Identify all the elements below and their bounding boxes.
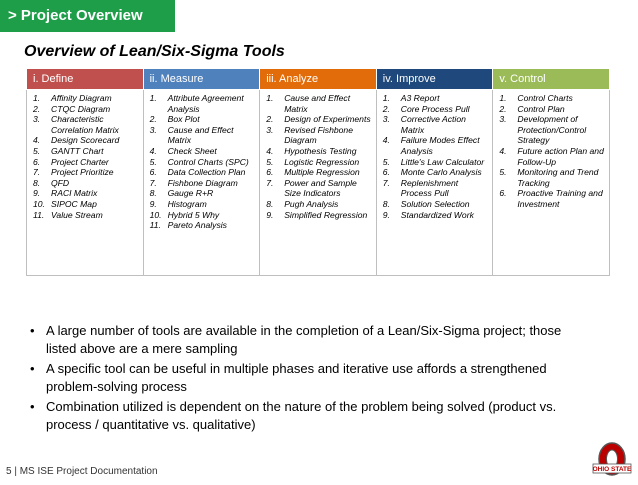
analyze-tool-list	[262, 93, 374, 220]
list-item	[146, 178, 258, 189]
list-item-label: Design of Experiments	[284, 114, 371, 125]
list-item-number: 3.	[33, 114, 41, 125]
list-item-number: 10.	[149, 209, 162, 220]
list-item	[262, 199, 374, 210]
list-item	[262, 125, 374, 146]
bullet-item: • Combination utilized is dependent on the nature of the problem being solved (product vs. process / quantitative vs. qualitative)	[24, 398, 584, 434]
list-item-label: Power and Sample Size Indicators	[284, 177, 357, 199]
list-item-number: 4.	[266, 145, 274, 156]
list-item-label: Future action Plan and Follow-Up	[517, 145, 604, 167]
list-item-label: GANTT Chart	[51, 145, 104, 156]
list-item-label: Control Plan	[517, 103, 565, 114]
list-item-number: 9.	[33, 188, 41, 199]
list-item-label: Solution Selection	[400, 198, 470, 209]
improve-cell	[376, 90, 493, 276]
list-item	[29, 199, 141, 210]
list-item-number: 6.	[33, 156, 41, 167]
list-item-number: 9.	[382, 209, 390, 220]
list-item-number: 2.	[33, 103, 41, 114]
list-item-label: Control Charts (SPC)	[167, 156, 249, 167]
list-item-number: 1.	[149, 93, 157, 103]
table-header-row	[27, 69, 610, 90]
list-item-label: Pareto Analysis	[167, 220, 227, 231]
list-item-label: Standardized Work	[400, 209, 474, 220]
list-item-label: Multiple Regression	[284, 167, 360, 178]
list-item	[262, 146, 374, 157]
list-item	[29, 135, 141, 146]
list-item-number: 11.	[149, 220, 161, 231]
list-item	[262, 167, 374, 178]
list-item	[29, 146, 141, 157]
table-row	[27, 90, 610, 276]
list-item-label: Simplified Regression	[284, 209, 368, 220]
list-item	[379, 199, 491, 210]
list-item-label: Check Sheet	[167, 145, 217, 156]
list-item	[146, 146, 258, 157]
list-item-number: 2.	[499, 103, 507, 114]
list-item	[495, 167, 607, 188]
list-item-number: 3.	[499, 114, 507, 125]
list-item-number: 2.	[382, 103, 390, 114]
list-item-number: 3.	[149, 124, 157, 135]
list-item-number: 7.	[33, 167, 41, 178]
list-item-label: Cause and Effect Matrix	[284, 93, 351, 114]
list-item	[146, 188, 258, 199]
measure-cell	[143, 90, 260, 276]
block-o-logo-icon	[592, 440, 632, 480]
list-item	[379, 210, 491, 221]
bullet-item: • A large number of tools are available in the completion of a Lean/Six-Sigma project; those listed above are a mere sampling	[24, 322, 584, 358]
list-item-label: Hypothesis Testing	[284, 145, 357, 156]
list-item	[379, 104, 491, 115]
list-item	[29, 93, 141, 104]
list-item-label: Data Collection Plan	[167, 167, 246, 178]
list-item	[29, 167, 141, 178]
bullet-list	[24, 322, 584, 436]
list-item-label: A3 Report	[400, 93, 440, 103]
list-item-label: Value Stream	[51, 209, 103, 220]
list-item	[495, 93, 607, 104]
list-item	[146, 114, 258, 125]
list-item-label: SIPOC Map	[51, 198, 97, 209]
list-item-label: Fishbone Diagram	[167, 177, 238, 188]
column-header-analyze: iii. Analyze	[260, 69, 377, 90]
list-item-number: 1.	[266, 93, 274, 103]
list-item-number: 7.	[149, 177, 157, 188]
list-item-number: 1.	[499, 93, 507, 103]
list-item-number: 7.	[382, 177, 390, 188]
section-header: > Project Overview	[0, 0, 175, 32]
list-item-number: 5.	[266, 156, 274, 167]
list-item-label: Monte Carlo Analysis	[400, 167, 482, 178]
list-item-label: RACI Matrix	[51, 188, 98, 199]
list-item-number: 4.	[382, 135, 390, 146]
list-item	[146, 93, 258, 114]
list-item-label: Project Charter	[51, 156, 109, 167]
improve-tool-list	[379, 93, 491, 220]
list-item	[146, 199, 258, 210]
list-item	[379, 114, 491, 135]
list-item-number: 9.	[149, 198, 157, 209]
list-item-label: Logistic Regression	[284, 156, 360, 167]
footer-text: 5 | MS ISE Project Documentation	[6, 466, 158, 477]
list-item-number: 10.	[33, 198, 45, 209]
list-item-label: Replenishment Process Pull	[400, 177, 459, 199]
list-item-label: Gauge R+R	[167, 188, 214, 199]
list-item-label: Control Charts	[517, 93, 573, 103]
list-item-label: Box Plot	[167, 114, 200, 125]
list-item	[495, 104, 607, 115]
list-item-number: 3.	[266, 124, 274, 135]
list-item	[495, 188, 607, 209]
list-item-number: 9.	[266, 209, 274, 220]
list-item	[29, 188, 141, 199]
list-item	[262, 157, 374, 168]
define-cell	[27, 90, 144, 276]
list-item	[379, 167, 491, 178]
list-item-label: Corrective Action Matrix	[400, 114, 466, 135]
list-item-label: Histogram	[167, 198, 207, 209]
list-item-label: Failure Modes Effect Analysis	[400, 135, 480, 156]
list-item	[495, 114, 607, 146]
list-item-label: Hybrid 5 Why	[167, 209, 220, 220]
column-header-improve: iv. Improve	[376, 69, 493, 90]
list-item	[379, 157, 491, 168]
list-item-label: CTQC Diagram	[51, 103, 111, 114]
list-item	[146, 125, 258, 146]
column-header-control: v. Control	[493, 69, 610, 90]
column-header-measure: ii. Measure	[143, 69, 260, 90]
list-item-number: 1.	[33, 93, 41, 103]
tools-table	[26, 68, 610, 276]
list-item-label: QFD	[51, 177, 70, 188]
list-item	[29, 114, 141, 135]
list-item	[146, 220, 258, 231]
list-item	[29, 178, 141, 189]
list-item-number: 2.	[266, 114, 274, 125]
list-item	[29, 104, 141, 115]
list-item-number: 8.	[266, 198, 274, 209]
list-item-label: Revised Fishbone Diagram	[284, 124, 353, 146]
list-item-label: Development of Protection/Control Strategy	[517, 114, 587, 146]
list-item	[379, 93, 491, 104]
list-item	[262, 178, 374, 199]
analyze-cell	[260, 90, 377, 276]
list-item-label: Little's Law Calculator	[400, 156, 485, 167]
list-item	[146, 167, 258, 178]
list-item-number: 8.	[149, 188, 157, 199]
list-item-number: 4.	[149, 145, 157, 156]
list-item-number: 11.	[33, 209, 45, 220]
column-header-define: i. Define	[27, 69, 144, 90]
list-item	[262, 114, 374, 125]
list-item-label: Monitoring and Trend Tracking	[517, 167, 599, 188]
list-item	[379, 135, 491, 156]
list-item-label: Core Process Pull	[400, 103, 470, 114]
list-item-number: 3.	[382, 114, 390, 125]
list-item-number: 5.	[499, 167, 507, 178]
list-item-number: 6.	[499, 188, 507, 199]
page-title: Overview of Lean/Six-Sigma Tools	[24, 43, 285, 60]
list-item-number: 6.	[149, 167, 157, 178]
list-item	[29, 210, 141, 221]
list-item	[262, 210, 374, 221]
list-item	[29, 157, 141, 168]
control-cell	[493, 90, 610, 276]
list-item-number: 5.	[149, 156, 157, 167]
list-item	[379, 178, 491, 199]
list-item-number: 4.	[499, 145, 507, 156]
bullet-item: • A specific tool can be useful in multiple phases and iterative use affords a strengthened problem-solving process	[24, 360, 584, 396]
list-item-label: Proactive Training and Investment	[517, 188, 603, 209]
list-item	[495, 146, 607, 167]
measure-tool-list	[146, 93, 258, 231]
list-item-number: 6.	[382, 167, 390, 178]
list-item-number: 8.	[33, 177, 41, 188]
list-item-label: Project Prioritize	[51, 167, 114, 178]
list-item-label: Attribute Agreement Analysis	[167, 93, 244, 114]
list-item-number: 7.	[266, 177, 274, 188]
list-item-label: Cause and Effect Matrix	[167, 124, 234, 146]
list-item-number: 1.	[382, 93, 390, 103]
logo-wordmark: OHIO STATE	[592, 466, 632, 473]
control-tool-list	[495, 93, 607, 210]
list-item-number: 2.	[149, 114, 157, 125]
list-item-label: Design Scorecard	[51, 135, 120, 146]
list-item-label: Pugh Analysis	[284, 198, 339, 209]
list-item-number: 5.	[382, 156, 390, 167]
list-item	[262, 93, 374, 114]
list-item-number: 4.	[33, 135, 41, 146]
list-item	[146, 210, 258, 221]
define-tool-list	[29, 93, 141, 220]
list-item-label: Characteristic Correlation Matrix	[51, 114, 119, 135]
list-item-label: Affinity Diagram	[51, 93, 112, 103]
list-item-number: 8.	[382, 198, 390, 209]
list-item-number: 5.	[33, 145, 41, 156]
list-item	[146, 157, 258, 168]
list-item-number: 6.	[266, 167, 274, 178]
